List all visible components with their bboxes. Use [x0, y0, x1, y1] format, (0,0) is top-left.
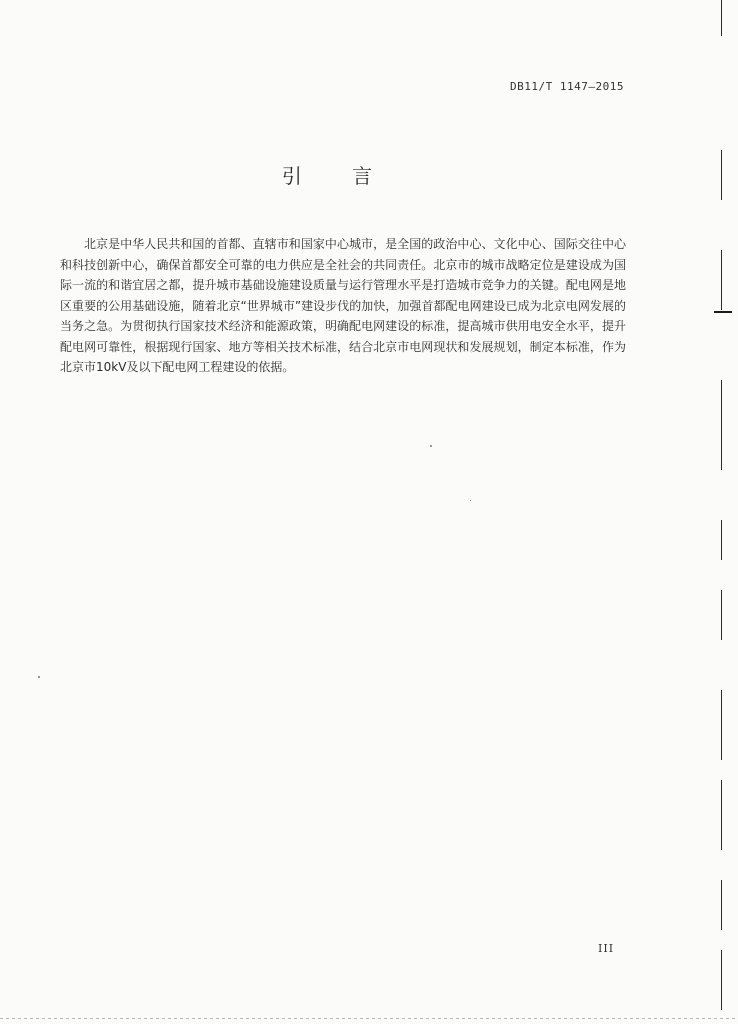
scan-edge-line: [721, 780, 723, 850]
scan-speck: [430, 445, 432, 447]
scan-bottom-edge: [0, 1018, 738, 1019]
scan-edge-line: [721, 250, 723, 310]
scan-edge-line: [721, 380, 723, 470]
scan-edge-line: [721, 690, 723, 760]
scan-speck: [38, 676, 40, 678]
section-title: 引 言: [281, 164, 395, 188]
scan-edge-line: [721, 590, 723, 640]
standard-code: DB11/T 1147—2015: [510, 80, 624, 93]
scan-edge-line: [721, 0, 723, 36]
page-number: III: [598, 942, 615, 955]
scan-edge-line: [721, 950, 723, 1010]
scan-edge-line: [721, 520, 723, 560]
scan-edge-line: [721, 150, 723, 200]
introduction-paragraph: 北京是中华人民共和国的首都、直辖市和国家中心城市，是全国的政治中心、文化中心、国际交往中心和科技创新中心，确保首都安全可靠的电力供应是全社会的共同责任。北京市的城市战略定位是建设成为国际一流的和谐宜居之都，提升城市基础设施建设质量与运行管理水平是打造城市竞争力的关键。配电网是地区重要的公用基础设施，随着北京“世界城市”建设步伐的加快，加强首都配电网建设已成为北京电网发展的当务之急。为贯彻执行国家技术经济和能源政策，明确配电网建设的标准，提高城市供用电安全水平，提升配电网可靠性，根据现行国家、地方等相关技术标准，结合北京市电网现状和发展规划，制定本标准，作为北京市10kV及以下配电网工程建设的依据。: [60, 237, 626, 374]
scan-speck: [470, 500, 471, 501]
scan-edge-line: [721, 880, 723, 930]
scan-edge-tick: [714, 311, 732, 313]
